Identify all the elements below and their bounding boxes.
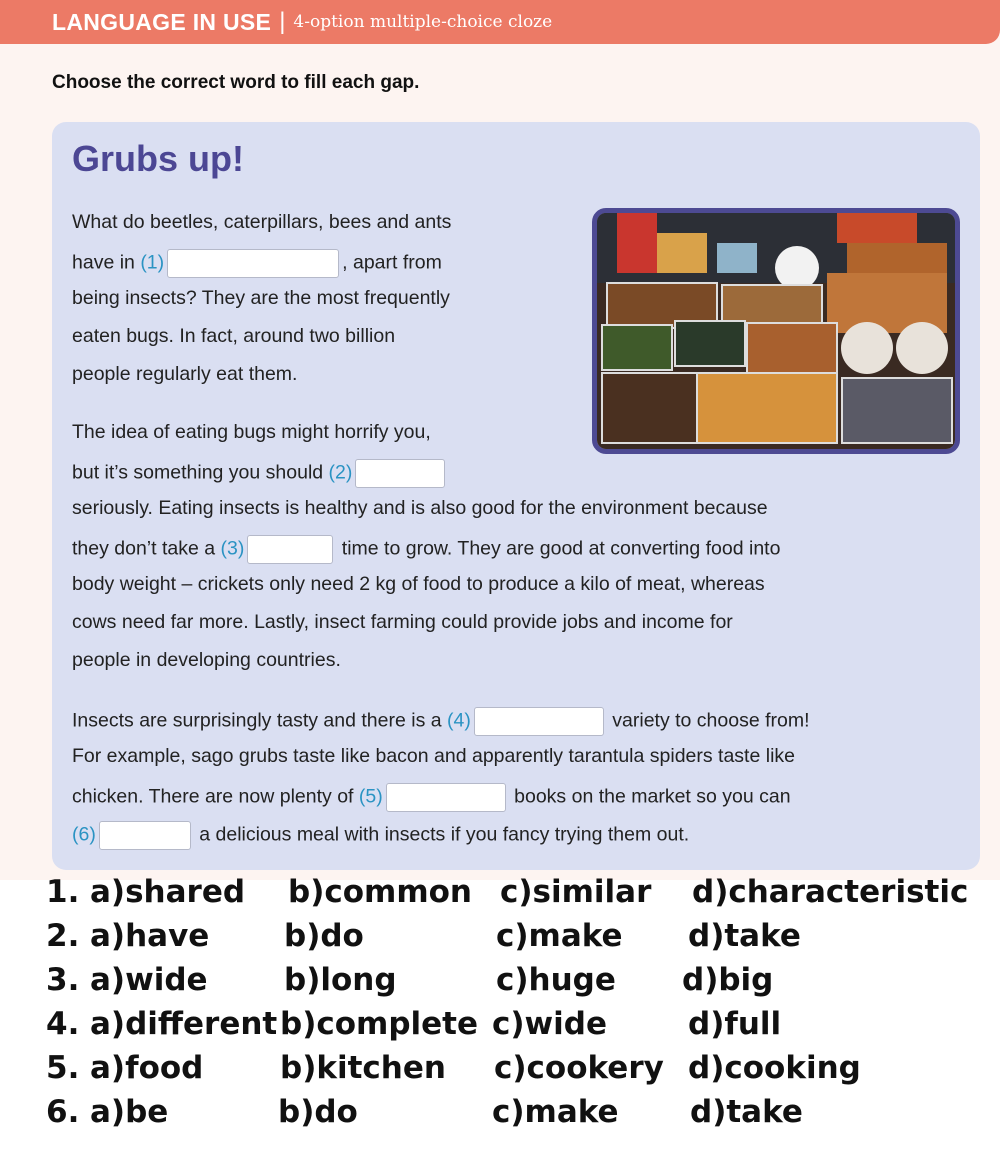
text-line: cows need far more. Lastly, insect farming could provide jobs and income for	[72, 611, 733, 633]
question-number: 6.	[46, 1094, 80, 1130]
option-a[interactable]: a)wide	[90, 962, 208, 998]
section-title: LANGUAGE IN USE	[52, 8, 272, 35]
option-a[interactable]: a)have	[90, 918, 210, 954]
section-header	[0, 0, 1000, 44]
option-d[interactable]: d)big	[682, 962, 774, 998]
text-line	[72, 535, 780, 564]
text-line: people regularly eat them.	[72, 363, 298, 385]
gap-number-5: (5)	[358, 785, 383, 808]
answer-row-3	[46, 962, 986, 1006]
gap-number-1: (1)	[140, 251, 165, 274]
text-fragment: but it’s something you should	[72, 461, 329, 484]
option-a[interactable]: a)different	[90, 1006, 278, 1042]
text-line	[72, 459, 448, 488]
text-fragment: have in	[72, 251, 141, 274]
option-b[interactable]: b)complete	[280, 1006, 479, 1042]
instruction-text: Choose the correct word to fill each gap.	[52, 72, 420, 93]
gap-number-4: (4)	[447, 709, 471, 732]
answer-row-4	[46, 1006, 986, 1050]
text-fragment: time to grow. They are good at converting food into	[336, 537, 781, 560]
text-fragment: Insects are surprisingly tasty and there is a	[72, 709, 448, 732]
option-d[interactable]: d)characteristic	[692, 874, 969, 910]
option-c[interactable]: c)make	[496, 918, 623, 954]
option-b[interactable]: b)common	[288, 874, 473, 910]
option-a[interactable]: a)shared	[90, 874, 246, 910]
gap-2-input[interactable]	[355, 459, 445, 488]
text-fragment: , apart from	[342, 251, 442, 274]
text-line: eaten bugs. In fact, around two billion	[72, 325, 396, 347]
option-c[interactable]: c)huge	[496, 962, 616, 998]
text-line: being insects? They are the most frequently	[72, 287, 450, 309]
text-fragment: variety to choose from!	[606, 709, 810, 732]
option-b[interactable]: b)do	[278, 1094, 358, 1130]
question-number: 1.	[46, 874, 80, 910]
answer-row-5	[46, 1050, 986, 1094]
option-b[interactable]: b)do	[284, 918, 364, 954]
option-c[interactable]: c)make	[492, 1094, 619, 1130]
article-title: Grubs up!	[72, 138, 244, 179]
gap-1-input[interactable]	[167, 249, 339, 278]
text-line: For example, sago grubs taste like bacon and apparently tarantula spiders taste like	[72, 745, 795, 767]
option-c[interactable]: c)wide	[492, 1006, 608, 1042]
option-d[interactable]: d)take	[690, 1094, 803, 1130]
option-c[interactable]: c)similar	[500, 874, 652, 910]
option-b[interactable]: b)kitchen	[280, 1050, 446, 1086]
gap-number-6: (6)	[72, 823, 96, 846]
text-fragment: chicken. There are now plenty of	[72, 785, 359, 808]
gap-4-input[interactable]	[474, 707, 604, 736]
text-line: What do beetles, caterpillars, bees and ants	[72, 211, 452, 233]
gap-3-input[interactable]	[247, 535, 333, 564]
option-d[interactable]: d)take	[688, 918, 801, 954]
text-line: seriously. Eating insects is healthy and is also good for the environment because	[72, 497, 768, 519]
text-line: The idea of eating bugs might horrify you,	[72, 421, 431, 443]
option-c[interactable]: c)cookery	[494, 1050, 664, 1086]
option-b[interactable]: b)long	[284, 962, 397, 998]
answer-options	[46, 874, 986, 1138]
question-number: 3.	[46, 962, 80, 998]
option-d[interactable]: d)cooking	[688, 1050, 861, 1086]
text-line	[72, 249, 442, 278]
question-number: 5.	[46, 1050, 80, 1086]
question-number: 2.	[46, 918, 80, 954]
text-fragment: they don’t take a	[72, 537, 221, 560]
text-line	[72, 821, 689, 850]
text-fragment: books on the market so you can	[508, 785, 791, 808]
question-number: 4.	[46, 1006, 80, 1042]
header-separator: |	[279, 8, 286, 35]
text-line	[72, 707, 810, 736]
answer-row-2	[46, 918, 986, 962]
text-line: people in developing countries.	[72, 649, 341, 671]
text-fragment: a delicious meal with insects if you fancy trying them out.	[193, 823, 690, 846]
option-a[interactable]: a)food	[90, 1050, 204, 1086]
section-subtitle: 4-option multiple-choice cloze	[293, 12, 553, 32]
option-d[interactable]: d)full	[688, 1006, 782, 1042]
answer-row-6	[46, 1094, 986, 1138]
gap-number-2: (2)	[328, 461, 353, 484]
text-line: body weight – crickets only need 2 kg of food to produce a kilo of meat, whereas	[72, 573, 765, 595]
gap-6-input[interactable]	[99, 821, 191, 850]
text-line	[72, 783, 791, 812]
gap-number-3: (3)	[220, 537, 245, 560]
option-a[interactable]: a)be	[90, 1094, 169, 1130]
answer-row-1	[46, 874, 986, 918]
gap-5-input[interactable]	[386, 783, 506, 812]
insect-food-photo	[592, 208, 960, 454]
